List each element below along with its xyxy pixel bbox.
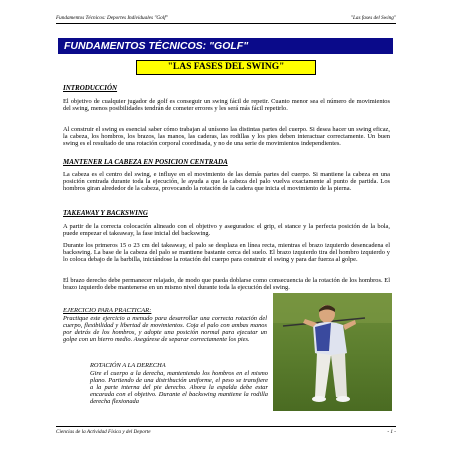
intro-paragraph-2: Al construir el swing es esencial saber cómo trabajan al unísono las distintas partes del cuerpo. Si desea hacer un swing eficaz, la cabeza, los hombros, los brazos, las manos, las caderas, las rodillas y los pies deben interactuar correctamente. Un buen swing es el resultado de una rotación corporal coordinada, y no de una serie de movimientos independientes.	[63, 126, 390, 148]
exercise-sub-body: Gire el cuerpo a la derecha, manteniendo los hombros en el mismo plano. Partiendo de una distribución uniforme, el peso se transfiere a la parte interna del pie derecho. Ahora la espalda debe estar encarada con el objetivo. Durante el backswing mantiene la rodilla derecha flexionada	[90, 370, 268, 406]
header-left-text: Fundamentos Técnicos: Deportes Individuales "Golf"	[56, 15, 168, 21]
subtitle-box: "LAS FASES DEL SWING"	[136, 60, 316, 75]
footer-left-text: Ciencias de la Actividad Física y del Deporte	[56, 429, 151, 435]
section-heading-head: MANTENER LA CABEZA EN POSICION CENTRADA	[63, 158, 228, 166]
page-footer	[56, 426, 396, 435]
exercise-title: EJERCICIO PARA PRACTICAR:	[63, 307, 152, 314]
title-banner: FUNDAMENTOS TÉCNICOS: "GOLF"	[58, 38, 393, 54]
takeaway-paragraph-3: El brazo derecho debe permanecer relajado, de modo que pueda doblarse como consecuencia de la rotación de los hombros. El brazo izquierdo debe mantenerse en un mismo nivel durante toda la ejecución del swing.	[63, 277, 390, 292]
section-heading-intro: INTRODUCCIÓN	[63, 84, 118, 92]
golfer-photo	[273, 293, 392, 411]
takeaway-paragraph-2: Durante los primeros 15 o 23 cm del takeaway, el palo se desplaza en línea recta, mientras el brazo izquierdo desencadena el backswing. La base de la cabeza del palo se mantiene bastante cerca del suelo. El brazo izquierdo tira del hombro izquierdo y lo coloca debajo de la barbilla, iniciándose la rotación del cuerpo para construir el swing y para dar fuerza al golpe.	[63, 242, 390, 264]
exercise-body: Practique este ejercicio a menudo para desarrollar una correcta rotación del cuerpo, flexibilidad y libertad de movimientos. Coja el palo con ambas manos por detrás de los hombros, y adopte una posición normal para ejecutar un golpe con un hierro medio. Asegúrese de separar correctamente los pies.	[63, 315, 267, 344]
section-heading-takeaway: TAKEAWAY Y BACKSWING	[63, 209, 148, 217]
header-right-text: "Las fases del Swing"	[350, 15, 396, 21]
page-header	[56, 15, 396, 24]
intro-paragraph-1: El objetivo de cualquier jugador de golf es conseguir un swing fácil de repetir. Cuanto menor sea el número de movimientos del swing, menos posibilidades tendrán de cometer errores y les será más fácil repetirlo.	[63, 98, 390, 113]
head-paragraph-1: La cabeza es el centro del swing, e influye en el movimiento de las demás partes del cuerpo. Si mantiene la cabeza en una posición centrada durante toda la ejecución, le ayuda a que la cabeza del palo vuelva exactamente al punto de partida. Los hombros giran alrededor de la cabeza, provocando la rotación de la cadera que inicia el movimiento de la pierna.	[63, 171, 390, 193]
page-number: - 1 -	[387, 429, 396, 435]
exercise-sub-heading: ROTACIÓN A LA DERECHA	[90, 362, 166, 369]
takeaway-paragraph-1: A partir de la correcta colocación alineado con el objetivo y asegurados: el grip, el stance y la perfecta posición de la bola, puede empezar el takeaway, la fase inicial del backswing.	[63, 223, 390, 238]
